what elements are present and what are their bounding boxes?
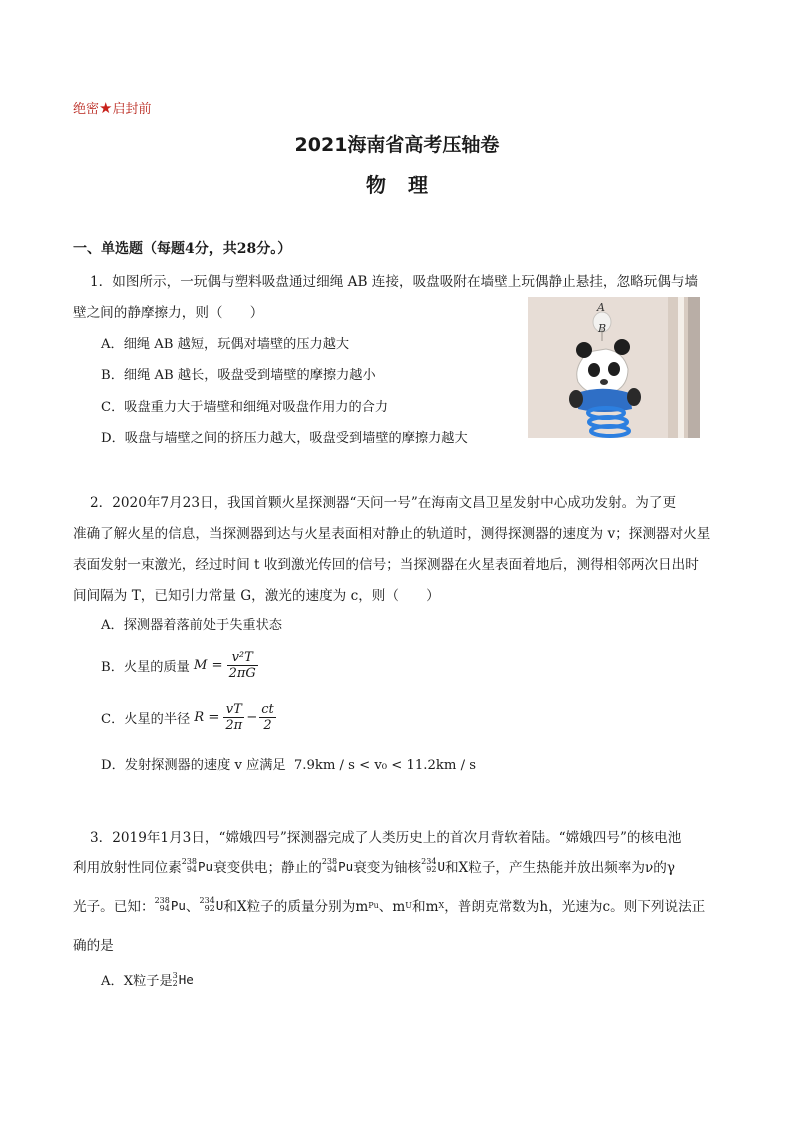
mass-subscript-pu: Pu	[368, 900, 379, 910]
q2-option-c-denominator1: 2π	[225, 718, 243, 733]
q2-option-c-fraction1	[223, 702, 244, 733]
pu-mass-number: 238	[154, 896, 170, 905]
u-symbol: U	[437, 858, 445, 874]
q1-option-b: B．细绳 AB 越长，吸盘受到墙壁的摩擦力越小	[101, 368, 376, 383]
nuclide-pu-mass	[182, 858, 197, 874]
q3-text-seg: 和X粒子，产生热能并放出频率为ν的γ	[444, 860, 675, 876]
q3-text-seg: 、m	[378, 899, 406, 915]
q3-stem-line3	[73, 895, 705, 915]
q3-text-seg: 和X粒子的质量分别为m	[223, 899, 369, 915]
q2-option-b-fraction	[227, 650, 258, 681]
pu-atomic-number: 94	[326, 865, 338, 874]
pu-atomic-number: 94	[159, 904, 170, 913]
q3-stem-line2	[73, 856, 675, 876]
q2-option-b	[101, 650, 258, 681]
nuclide-u-mass	[421, 858, 436, 874]
u-symbol: U	[215, 897, 224, 913]
mass-subscript-u: U	[405, 900, 413, 910]
pu-mass-number: 238	[181, 857, 198, 866]
q2-option-b-denominator: 2πG	[228, 666, 256, 681]
u-mass-number: 234	[421, 857, 437, 866]
figure-label-a: A	[597, 301, 605, 314]
pu-symbol: Pu	[338, 858, 354, 874]
u-mass-number: 234	[199, 896, 215, 905]
q2-option-c-numerator1: vT	[223, 702, 244, 718]
q3-text-seg: 利用放射性同位素	[73, 860, 182, 876]
q3-stem-line4: 确的是	[73, 938, 114, 954]
nuclide-pu-mass	[155, 897, 170, 913]
nuclide-he-mass	[173, 972, 178, 988]
subject-title: 物理	[366, 173, 450, 197]
q2-stem-line4: 间间隔为 T，已知引力常量 G，激光的速度为 c，则（ ）	[73, 588, 440, 604]
pu-symbol: Pu	[198, 858, 214, 874]
q1-stem-line1: 1．如图所示，一玩偶与塑料吸盘通过细绳 AB 连接，吸盘吸附在墙壁上玩偶静止悬挂，忽略玩偶与墙	[90, 274, 699, 290]
he-symbol: He	[178, 972, 194, 987]
q1-option-a: A．细绳 AB 越短，玩偶对墙壁的压力越大	[101, 337, 350, 352]
q2-option-c-denominator2: 2	[263, 718, 272, 733]
q2-option-d-formula: 7.9km / s < v₀ < 11.2km / s	[293, 758, 476, 773]
u-atomic-number: 92	[204, 904, 215, 913]
pu-atomic-number: 94	[186, 865, 198, 874]
q2-option-c-prefix: C．火星的半径	[101, 712, 191, 727]
nuclide-pu-mass	[322, 858, 337, 874]
q2-option-c-fraction2	[259, 702, 276, 733]
exam-title: 2021海南省高考压轴卷	[294, 134, 500, 156]
q2-stem-line1: 2．2020年7月23日，我国首颗火星探测器“天问一号”在海南文昌卫星发射中心成功发射。为了更	[90, 495, 677, 511]
q2-option-c-minus: −	[246, 710, 258, 725]
pu-mass-number: 238	[321, 857, 338, 866]
q1-option-d: D．吸盘与墙壁之间的挤压力越大，吸盘受到墙壁的摩擦力越大	[101, 431, 468, 446]
q1-stem-line2: 壁之间的静摩擦力，则（ ）	[73, 305, 264, 321]
q1-option-c: C．吸盘重力大于墙壁和细绳对吸盘作用力的合力	[101, 400, 389, 415]
q2-option-b-lhs: M =	[193, 658, 223, 673]
pu-symbol: Pu	[170, 897, 186, 913]
q3-text-seg: 、	[185, 899, 200, 915]
confidential-label-tail: 启封前	[112, 102, 152, 117]
q2-option-b-numerator: v²T	[227, 650, 258, 666]
q2-option-b-prefix: B．火星的质量	[101, 660, 190, 675]
q2-option-c-numerator2: ct	[261, 702, 274, 717]
q2-option-d-prefix: D．发射探测器的速度 v 应满足	[101, 758, 286, 773]
figure-label-b: B	[598, 322, 607, 335]
q3-text-seg: 衰变为铀核	[353, 860, 422, 876]
q3-option-a-prefix: A．X粒子是	[101, 974, 173, 989]
confidential-label: 绝密	[73, 102, 100, 117]
q2-option-c	[101, 702, 276, 733]
section-heading: 一、单选题（每题4分，共28分。）	[73, 241, 292, 257]
q1-figure-panda-photo	[528, 297, 700, 438]
q2-option-a: A．探测器着落前处于失重状态	[101, 618, 282, 633]
q3-text-seg: ，普朗克常数为h，光速为c。则下列说法正	[444, 899, 706, 915]
q3-option-a	[101, 970, 194, 989]
q2-stem-line2: 准确了解火星的信息，当探测器到达与火星表面相对静止的轨道时，测得探测器的速度为 v；探测器对火星	[73, 526, 711, 542]
he-mass-number: 3	[172, 970, 178, 980]
nuclide-u-mass	[200, 897, 215, 913]
q3-stem-line1: 3．2019年1月3日，“嫦娥四号”探测器完成了人类历史上的首次月背软着陆。“嫦娥四号”的核电池	[90, 830, 682, 846]
u-atomic-number: 92	[426, 865, 437, 874]
red-star-icon: ★	[99, 99, 113, 117]
q2-stem-line3: 表面发射一束激光，经过时间 t 收到激光传回的信号；当探测器在火星表面着地后，测得相邻两次日出时	[73, 557, 699, 573]
mass-subscript-x: X	[438, 900, 445, 910]
q3-text-seg: 和m	[412, 899, 439, 915]
confidential-mark	[73, 98, 151, 117]
q3-text-seg: 光子。已知：	[73, 899, 155, 915]
q2-option-c-lhs: R =	[194, 710, 220, 725]
he-atomic-number: 2	[172, 978, 178, 988]
q2-option-d	[101, 754, 476, 773]
q3-text-seg: 衰变供电；静止的	[213, 860, 322, 876]
